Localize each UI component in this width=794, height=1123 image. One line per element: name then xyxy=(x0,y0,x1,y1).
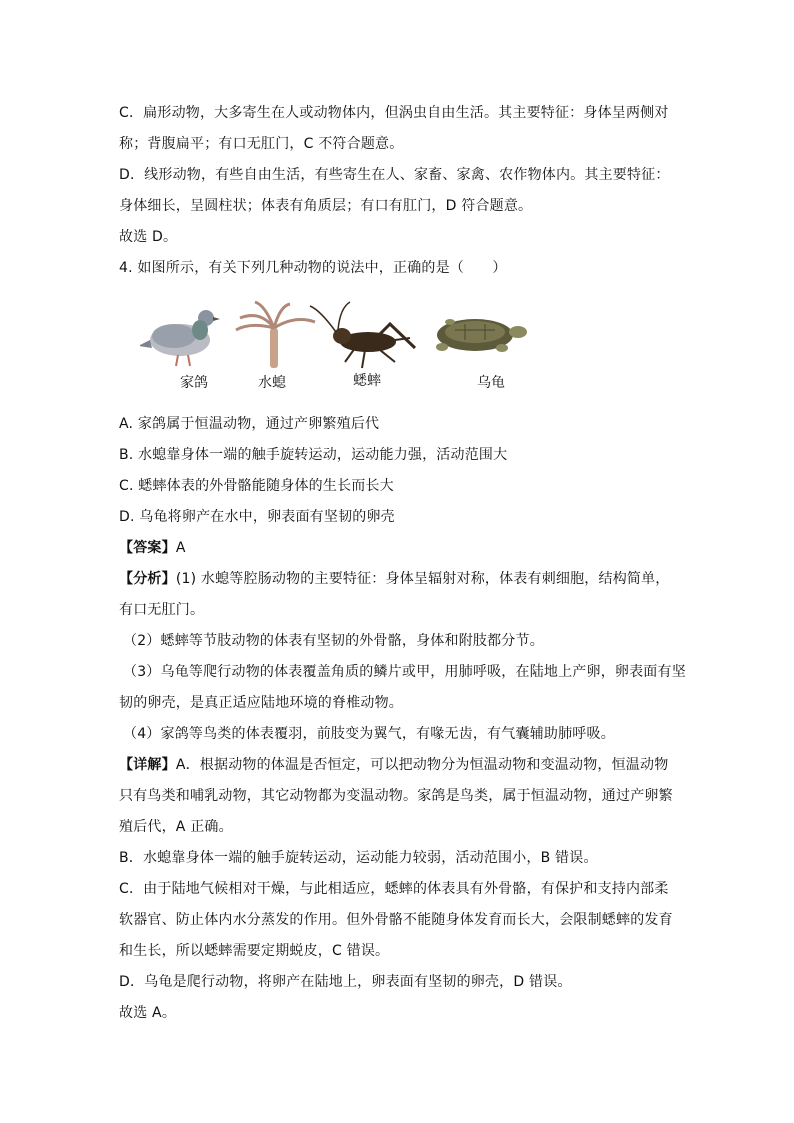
detail-line-b1: B．水螅靠身体一端的触手旋转运动，运动能力较弱，活动范围小，B 错误。 xyxy=(119,850,598,866)
option-b: B. 水螅靠身体一端的触手旋转运动，运动能力强，活动范围大 xyxy=(119,447,508,463)
answer-line xyxy=(119,538,186,558)
option-d-explanation-line-2: 身体细长，呈圆柱状；体表有角质层；有口有肛门，D 符合题意。 xyxy=(119,198,533,214)
detail-line-a2: 只有鸟类和哺乳动物，其它动物都为变温动物。家鸽是鸟类，属于恒温动物，通过产卵繁 xyxy=(119,788,673,804)
detail-label: 【详解】 xyxy=(119,757,176,773)
analysis-point-3a: （3）乌龟等爬行动物的体表覆盖角质的鳞片或甲，用肺呼吸，在陆地上产卵，卵表面有坚 xyxy=(123,664,686,680)
analysis-point-1a: (1) 水螅等腔肠动物的主要特征：身体呈辐射对称，体表有刺细胞，结构简单， xyxy=(175,571,670,587)
answer-value: A xyxy=(175,540,186,556)
option-d-explanation-line-1: D．线形动物，有些自由生活，有些寄生在人、家畜、家禽、农作物体内。其主要特征： xyxy=(119,167,670,183)
turtle-image xyxy=(436,319,527,352)
option-d: D. 乌龟将卵产在水中，卵表面有坚韧的卵壳 xyxy=(119,509,395,525)
final-conclusion: 故选 A。 xyxy=(119,1005,177,1021)
pigeon-image xyxy=(140,310,220,366)
analysis-point-3b: 韧的卵壳，是真正适应陆地环境的脊椎动物。 xyxy=(119,695,403,711)
analysis-line-1 xyxy=(119,569,670,589)
option-c-explanation-line-2: 称；背腹扁平；有口无肛门，C 不符合题意。 xyxy=(119,136,404,152)
detail-line-a3: 殖后代，A 正确。 xyxy=(119,819,233,835)
caption-pigeon: 家鸽 xyxy=(180,375,208,391)
animal-figure xyxy=(140,300,540,395)
option-a: A. 家鸽属于恒温动物，通过产卵繁殖后代 xyxy=(119,416,380,432)
hydra-image xyxy=(236,302,315,368)
conclusion-prev-question: 故选 D。 xyxy=(119,229,178,245)
question-4-stem: 4. 如图所示，有关下列几种动物的说法中，正确的是（ ） xyxy=(119,260,507,276)
analysis-label: 【分析】 xyxy=(119,571,176,587)
detail-line-c1: C．由于陆地气候相对干燥，与此相适应，蟋蟀的体表具有外骨骼，有保护和支持内部柔 xyxy=(119,881,669,897)
analysis-point-4: （4）家鸽等鸟类的体表覆羽，前肢变为翼气，有喙无齿，有气囊辅助肺呼吸。 xyxy=(123,726,615,742)
cricket-image xyxy=(310,302,415,368)
analysis-point-2: （2）蟋蟀等节肢动物的体表有坚韧的外骨骼，身体和附肢都分节。 xyxy=(123,633,544,649)
option-c-explanation-line-1: C．扁形动物，大多寄生在人或动物体内，但涡虫自由生活。其主要特征：身体呈两侧对 xyxy=(119,105,669,121)
analysis-point-1b: 有口无肛门。 xyxy=(119,602,205,618)
detail-line-c2: 软器官、防止体内水分蒸发的作用。但外骨骼不能随身体发育而长大，会限制蟋蟀的发育 xyxy=(119,912,673,928)
detail-a1-text: A．根据动物的体温是否恒定，可以把动物分为恒温动物和变温动物，恒温动物 xyxy=(175,757,669,773)
option-c: C. 蟋蟀体表的外骨骼能随身体的生长而长大 xyxy=(119,478,394,494)
caption-cricket: 蟋蟀 xyxy=(353,373,381,389)
detail-line-d1: D．乌龟是爬行动物，将卵产在陆地上，卵表面有坚韧的卵壳，D 错误。 xyxy=(119,974,572,990)
answer-label: 【答案】 xyxy=(119,540,176,556)
caption-hydra: 水螅 xyxy=(258,375,286,391)
detail-line-c3: 和生长，所以蟋蟀需要定期蜕皮，C 错误。 xyxy=(119,943,390,959)
detail-line-a1 xyxy=(119,755,668,775)
caption-turtle: 乌龟 xyxy=(477,375,505,391)
